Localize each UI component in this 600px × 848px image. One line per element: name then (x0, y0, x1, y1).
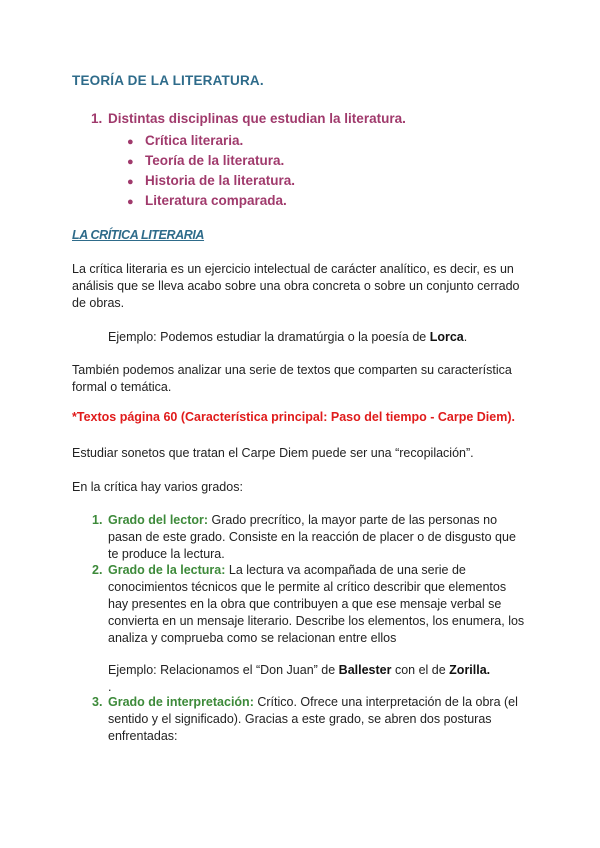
grade-number: 3. (92, 695, 103, 709)
section-1-heading (91, 111, 406, 126)
grade-number: 1. (92, 513, 103, 527)
bullet-icon: ● (127, 156, 134, 168)
sonnets-paragraph: Estudiar sonetos que tratan el Carpe Diem puede ser una “recopilación”. (72, 446, 474, 460)
document-title: TEORÍA DE LA LITERATURA. (72, 73, 264, 88)
stray-period: . (108, 680, 112, 694)
example-lorca: Ejemplo: Podemos estudiar la dramatúrgia o la poesía de Lorca. (108, 330, 468, 344)
author-ballester: Ballester (338, 663, 392, 677)
disciplines-list (127, 131, 295, 211)
list-item: ● Crítica literaria. (127, 131, 295, 151)
section-1-heading-text: Distintas disciplinas que estudian la literatura. (108, 111, 406, 126)
list-item: ● Historia de la literatura. (127, 171, 295, 191)
textbook-note: *Textos página 60 (Característica principal: Paso del tiempo - Carpe Diem). (72, 410, 515, 424)
list-item: ● Teoría de la literatura. (127, 151, 295, 171)
section-1-number: 1. (91, 111, 103, 126)
grade-number: 2. (92, 563, 103, 577)
author-zorilla: Zorilla. (449, 663, 491, 677)
bullet-icon: ● (127, 176, 134, 188)
grade-term: Grado de la lectura: (108, 563, 226, 577)
grade-term: Grado de interpretación: (108, 695, 254, 709)
critica-literaria-heading: LA CRÍTICA LITERARIA (72, 228, 205, 242)
author-lorca: Lorca (429, 330, 464, 344)
list-item: ● Literatura comparada. (127, 191, 295, 211)
bullet-icon: ● (127, 196, 134, 208)
bullet-icon: ● (127, 136, 134, 148)
example-don-juan: Ejemplo: Relacionamos el “Don Juan” de Ballester con el de Zorilla. (108, 663, 491, 677)
grade-term: Grado del lector: (108, 513, 209, 527)
grades-intro: En la crítica hay varios grados: (72, 480, 243, 494)
also-paragraph: También podemos analizar una serie de textos que comparten su característica formal o temática. (72, 363, 512, 394)
intro-paragraph: La crítica literaria es un ejercicio intelectual de carácter analítico, es decir, es un análisis que se lleva acabo sobre una obra concreta o sobre un conjunto cerrado de obras. (72, 262, 520, 310)
document-page: TEORÍA DE LA LITERATURA. 1. Distintas disciplinas que estudian la literatura. ● Crítica literaria. ● Teoría de la literatura. ● Historia de la literatura. ● Literatura comparada. LA CRÍTICA LITERARIA La crítica literaria es un ejercicio intelectual de carácter analítico, es decir, es un análisis que se lleva acabo sobre una obra concreta o sobre un conjunto cerrado de obras. Ejemplo: Podemos estudiar la dramatúrgia o la poesía de Lorca. También podemos analizar una serie de textos que comparten su característica formal o temática. *Textos página 60 (Característica principal: Paso del tiempo - Carpe Diem). Estudiar sonetos que tratan el Carpe Diem puede ser una “recopilación”. En la crítica hay varios grados: 1. Grado del lector: Grado precrítico, la mayor parte de las personas no pasan de este grado. Consiste en la reacción de placer o de disgusto que te produce la lectura. 2. Grado de la lectura: La lectura va acompañada de una serie de conocimientos técnicos que le permite al crítico describir que elementos hay presentes en la obra que contribuyen a que ese mensaje verbal se convierta en un mensaje literario. Describe los elementos, los enumera, los analiza y comprueba como se relacionan entre ellos Ejemplo: Relacionamos el “Don Juan” de Ballester con el de Zorilla. . 3. Grado de interpretación: Crítico. Ofrece una interpretación de la obra (el sentido y el significado). Gracias a este grado, se abren dos posturas enfrentadas: (0, 0, 600, 848)
